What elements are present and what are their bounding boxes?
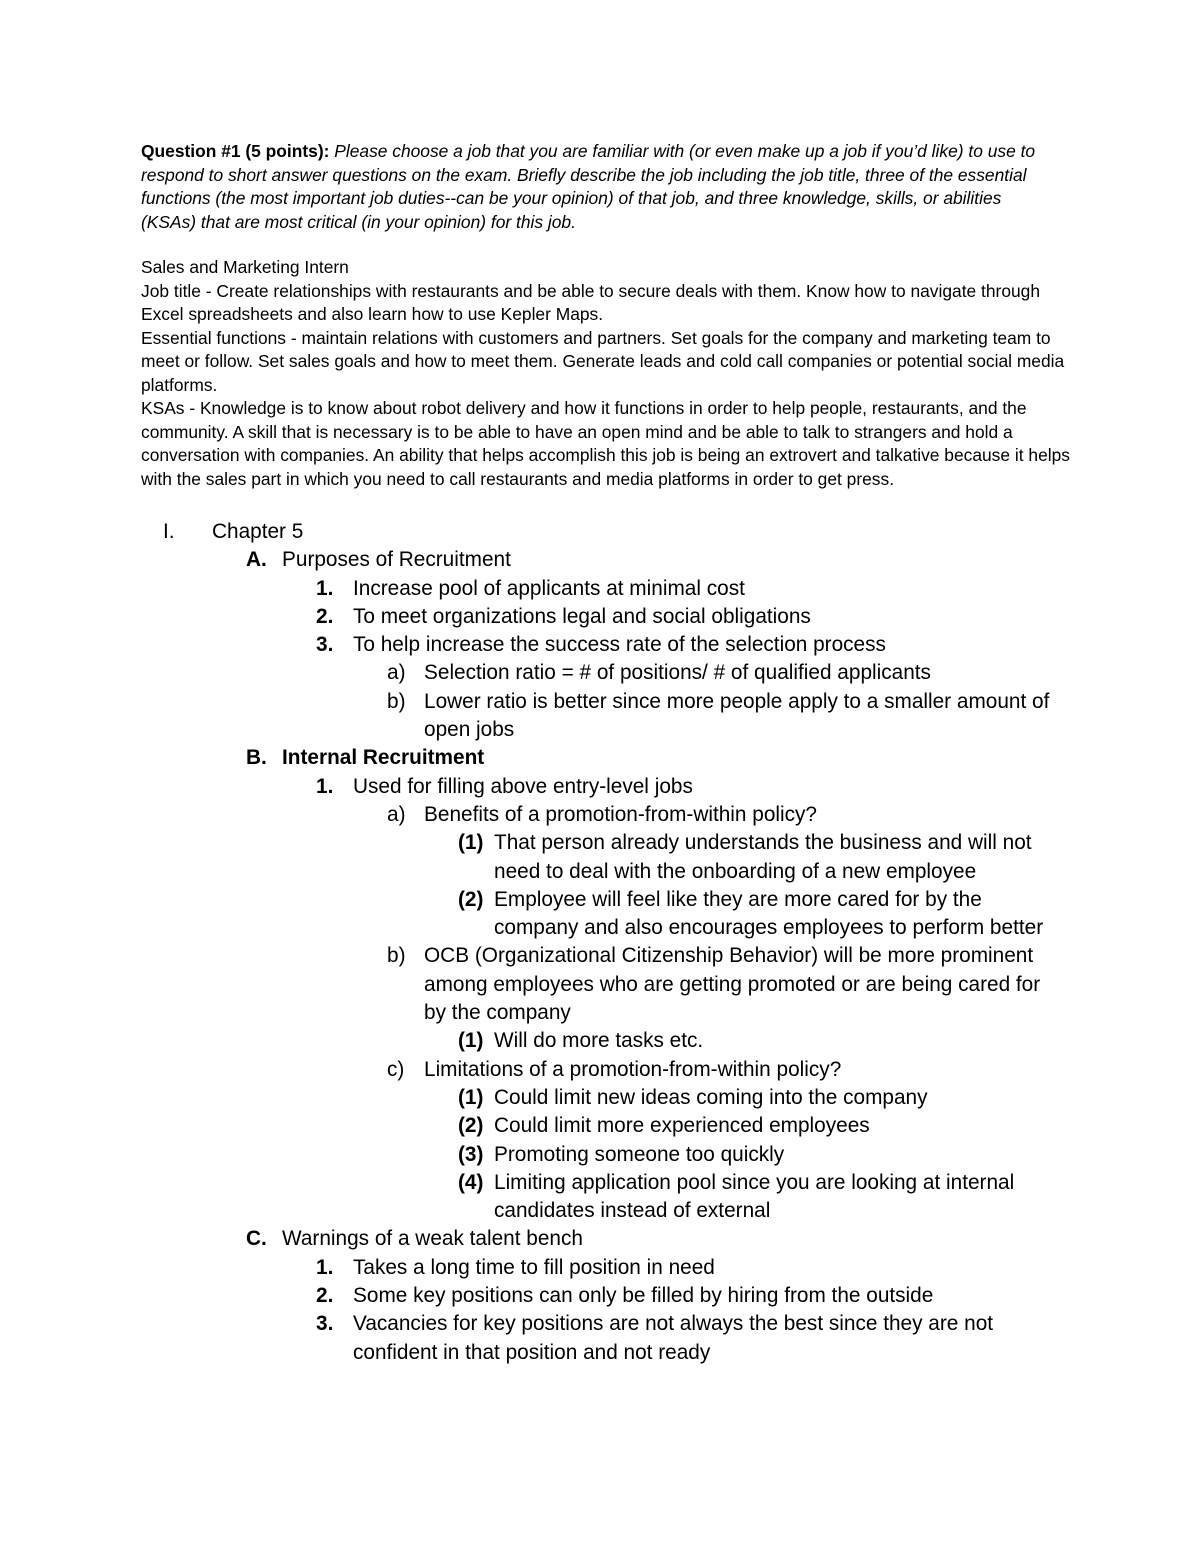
outline-marker: (1)	[458, 1085, 484, 1109]
outline-text: Used for filling above entry-level jobs	[353, 774, 693, 798]
outline-text: Some key positions can only be filled by hiring from the outside	[353, 1284, 934, 1308]
outline-marker: B.	[246, 746, 267, 770]
outline-text: Chapter 5	[212, 520, 304, 543]
outline-text: Warnings of a weak talent bench	[282, 1227, 583, 1251]
outline-text: Benefits of a promotion-from-within policy?	[424, 802, 817, 826]
outline-subitem	[0, 659, 1200, 687]
outline-text: Promoting someone too quickly	[494, 1142, 785, 1166]
outline-marker: b)	[387, 944, 406, 968]
outline-marker: 3.	[316, 633, 334, 657]
outline-marker: 1.	[316, 1255, 334, 1279]
outline-subitem	[0, 688, 1200, 745]
outline-detail	[0, 1112, 1200, 1140]
outline-chapter	[0, 518, 1200, 546]
outline-marker: 1.	[316, 576, 334, 600]
outline-marker: (4)	[458, 1170, 484, 1194]
outline-text: Selection ratio = # of positions/ # of qualified applicants	[424, 661, 931, 685]
outline-marker: 1.	[316, 774, 334, 798]
outline-text: Limiting application pool since you are looking at internal candidates instead of external	[494, 1170, 1015, 1223]
answer-title: Sales and Marketing Intern	[141, 257, 349, 277]
outline-text: OCB (Organizational Citizenship Behavior) will be more prominent among employees who are getting promoted or are being cared for by the company	[424, 944, 1041, 1025]
chapter-outline	[0, 518, 1200, 1367]
outline-text: Could limit more experienced employees	[494, 1114, 870, 1138]
outline-item	[0, 773, 1200, 801]
outline-text: Could limit new ideas coming into the company	[494, 1085, 928, 1109]
outline-item	[0, 1310, 1200, 1367]
outline-marker: I.	[163, 520, 175, 543]
outline-marker: c)	[387, 1057, 405, 1081]
outline-detail	[0, 1169, 1200, 1226]
outline-detail	[0, 829, 1200, 886]
outline-text: Takes a long time to fill position in need	[353, 1255, 715, 1279]
outline-text: To help increase the success rate of the selection process	[353, 633, 886, 657]
outline-marker: A.	[246, 548, 267, 572]
outline-text: Employee will feel like they are more cared for by the company and also encourages employees to perform better	[494, 887, 1044, 940]
outline-text: Vacancies for key positions are not always the best since they are not confident in that position and not ready	[353, 1312, 994, 1364]
question-block	[141, 140, 1061, 234]
outline-text: Purposes of Recruitment	[282, 548, 511, 572]
outline-item	[0, 575, 1200, 603]
outline-subitem	[0, 942, 1200, 1027]
outline-detail	[0, 886, 1200, 943]
outline-text: Limitations of a promotion-from-within policy?	[424, 1057, 842, 1081]
outline-marker: b)	[387, 689, 406, 713]
outline-item	[0, 1282, 1200, 1310]
outline-item	[0, 631, 1200, 659]
outline-marker: (1)	[458, 831, 484, 855]
outline-marker: 3.	[316, 1312, 334, 1336]
outline-item	[0, 1254, 1200, 1282]
outline-text: Will do more tasks etc.	[494, 1029, 704, 1053]
outline-marker: (2)	[458, 887, 484, 911]
answer-ksas: KSAs - Knowledge is to know about robot delivery and how it functions in order to help people, restaurants, and the community. A skill that is necessary is to be able to have an open mind and be able to talk to strangers and hold a conversation with companies. An ability that helps accomplish this job is being an extrovert and talkative because it helps with the sales part in which you need to call restaurants and media platforms in order to get press.	[141, 398, 1070, 489]
outline-text: Lower ratio is better since more people apply to a smaller amount of open jobs	[424, 689, 1050, 742]
answer-essential-functions: Essential functions - maintain relations with customers and partners. Set goals for the company and marketing team to meet or follow. Set sales goals and how to meet them. Generate leads and cold call companies or potential social media platforms.	[141, 327, 1065, 395]
outline-section-c	[0, 1225, 1200, 1253]
outline-text: Increase pool of applicants at minimal cost	[353, 576, 745, 600]
question-text: Please choose a job that you are familiar with (or even make up a job if you’d like) to use to respond to short answer questions on the exam. Briefly describe the job including the job title, three of the essential functions (the most important job duties--can be your opinion) of that job, and three knowledge, skills, or abilities (KSAs) that are most critical (in your opinion) for this job.	[141, 141, 1036, 232]
outline-marker: a)	[387, 802, 406, 826]
answer-job-title: Job title - Create relationships with restaurants and be able to secure deals with them. Know how to navigate through Excel spreadsheets and also learn how to use Kepler Maps.	[141, 280, 1041, 324]
outline-subitem	[0, 1056, 1200, 1084]
outline-item	[0, 603, 1200, 631]
outline-marker: (1)	[458, 1029, 484, 1053]
outline-subitem	[0, 801, 1200, 829]
outline-marker: 2.	[316, 1284, 334, 1308]
outline-marker: (3)	[458, 1142, 484, 1166]
outline-text: Internal Recruitment	[282, 746, 485, 770]
outline-marker: 2.	[316, 604, 334, 628]
outline-detail	[0, 1141, 1200, 1169]
outline-text: To meet organizations legal and social obligations	[353, 604, 811, 628]
question-label: Question #1 (5 points):	[141, 141, 330, 161]
outline-marker: C.	[246, 1227, 267, 1251]
outline-section-a	[0, 546, 1200, 574]
outline-section-b	[0, 744, 1200, 772]
outline-text: That person already understands the business and will not need to deal with the onboarding of a new employee	[494, 831, 1032, 883]
outline-detail	[0, 1084, 1200, 1112]
outline-marker: (2)	[458, 1114, 484, 1138]
outline-marker: a)	[387, 661, 406, 685]
outline-detail	[0, 1027, 1200, 1055]
answer-block	[141, 256, 1071, 491]
